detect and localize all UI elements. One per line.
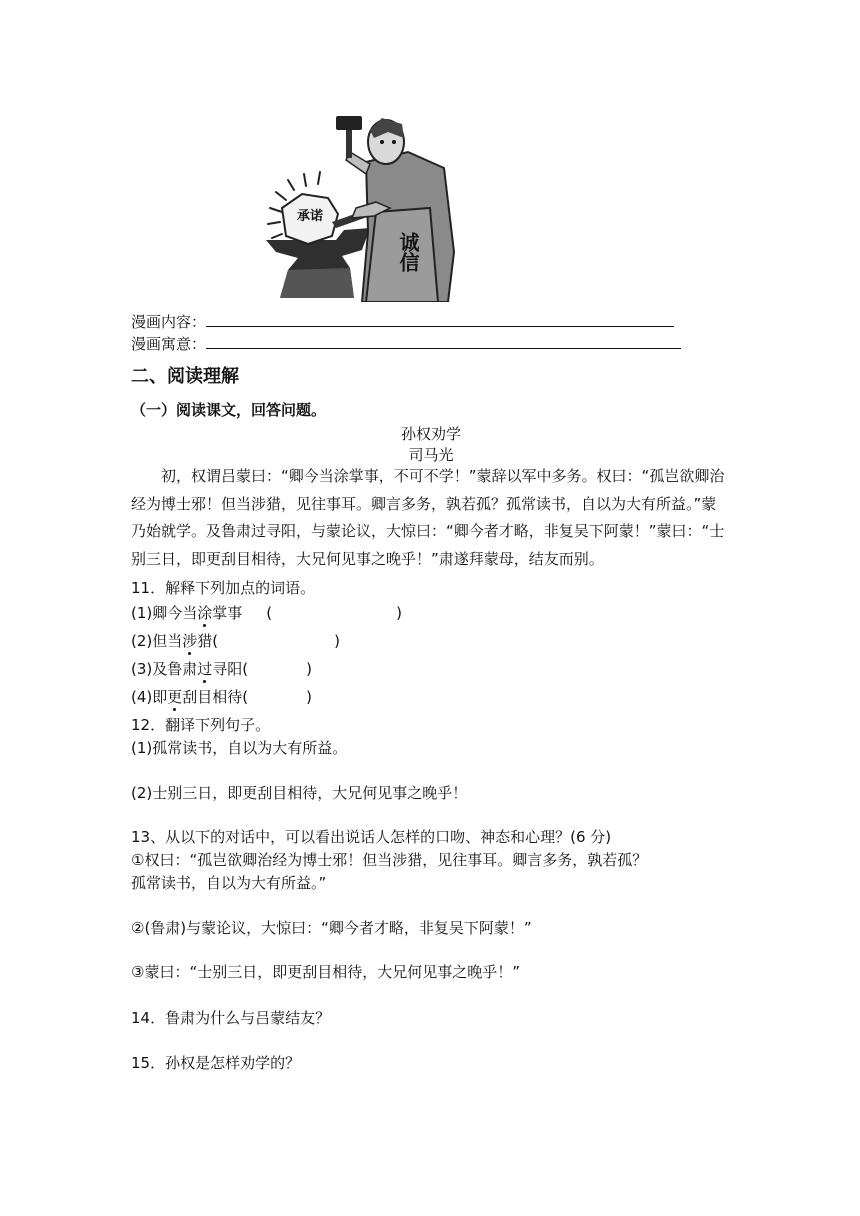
q12-sentence-2: (2)士别三日，即更刮目相待，大兄何见事之晚乎！ [131, 784, 468, 802]
cartoon-stone-text: 承诺 [296, 209, 324, 224]
q13-item-1-line-1: ①权曰：“孤岂欲卿治经为博士邪！但当涉猎，见往事耳。卿言多务，孰若孤？ [131, 851, 648, 869]
q14: 14．鲁肃为什么与吕蒙结友？ [131, 1009, 331, 1027]
comic-meaning-blank[interactable] [206, 333, 681, 349]
comic-content-blank[interactable] [206, 311, 674, 327]
passage-author: 司马光 [408, 446, 454, 464]
q12-stem: 12．翻译下列句子。 [131, 716, 271, 734]
q12-sentence-1: (1)孤常读书，自以为大有所益。 [131, 739, 348, 757]
cartoon-blacksmith-image [258, 112, 458, 302]
comic-content-line [131, 311, 674, 332]
q11-item-3: (3)及鲁肃过寻阳( ) [131, 660, 312, 678]
q11-item-4: (4)即更刮目相待( ) [131, 688, 312, 706]
cartoon-apron-text: 诚信 [396, 232, 420, 272]
q13-item-1-line-2: 孤常读书，自以为大有所益。” [131, 874, 327, 892]
q11-item-1: (1)卿今当涂掌事 ( ) [131, 604, 402, 622]
q13-item-3: ③蒙曰：“士别三日，即更刮目相待，大兄何见事之晚乎！” [131, 963, 520, 981]
q15: 15．孙权是怎样劝学的？ [131, 1054, 301, 1072]
subsection-title: （一）阅读课文，回答问题。 [131, 401, 327, 419]
dotted-char: 涉 [182, 632, 198, 650]
section-title: 二、阅读理解 [131, 366, 239, 387]
passage-text: 初，权谓吕蒙曰：“卿今当涂掌事，不可不学！”蒙辞以军中多务。权曰：“孤岂欲卿治经为博士邪！但当涉猎，见往事耳。卿言多务，孰若孤？孤常读书，自以为大有所益。”蒙乃始就学。及鲁肃过寻阳，与蒙论议，大惊曰：“卿今者才略，非复吴下阿蒙！”蒙曰：“士别三日，即更刮目相待，大兄何见事之晚乎！”肃遂拜蒙母，结友而别。 [131, 467, 725, 568]
q11-item-2: (2)但当涉猎( ) [131, 632, 340, 650]
comic-meaning-label: 漫画寓意： [131, 335, 207, 353]
dotted-char: 涂 [197, 604, 213, 622]
passage-title: 孙权劝学 [400, 425, 461, 443]
q11-stem: 11．解释下列加点的词语。 [131, 579, 316, 597]
comic-content-label: 漫画内容： [131, 313, 207, 331]
comic-meaning-line [131, 333, 681, 354]
dotted-char: 过 [197, 660, 213, 678]
q13-stem: 13、从以下的对话中，可以看出说话人怎样的口吻、神态和心理？(6 分) [131, 828, 612, 846]
q13-item-2: ②(鲁肃)与蒙论议，大惊曰：“卿今者才略，非复吴下阿蒙！” [131, 919, 532, 937]
dotted-char: 更 [167, 688, 183, 706]
